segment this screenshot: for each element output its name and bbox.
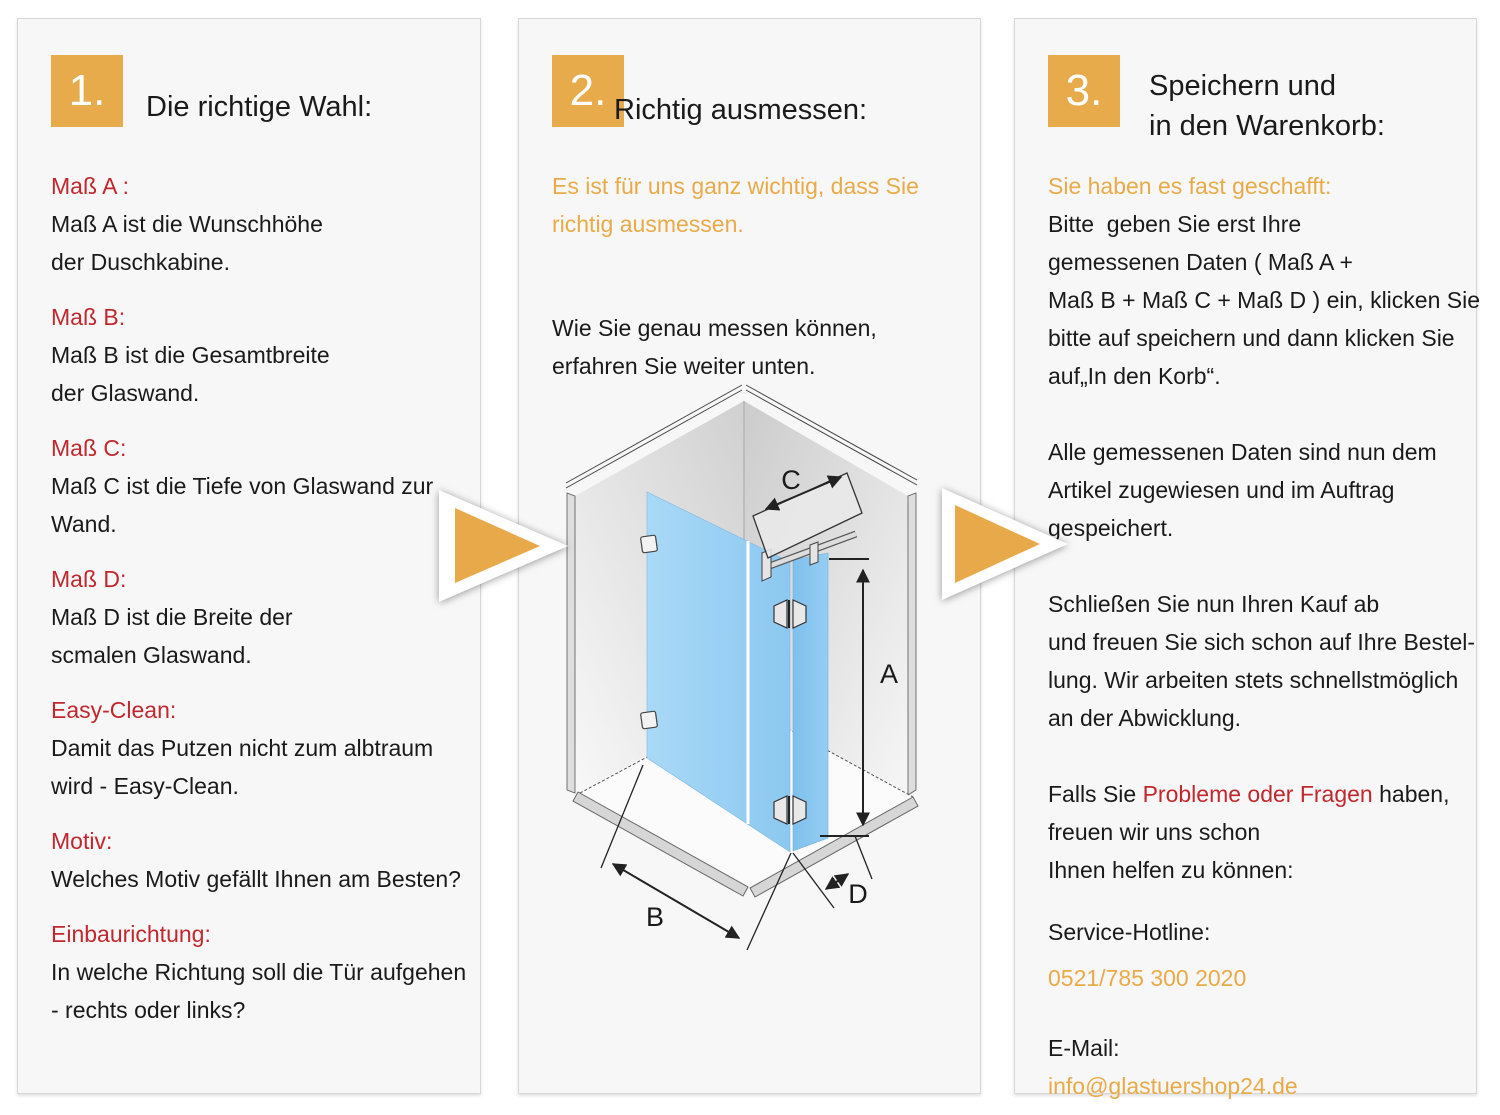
- body-line: Ihnen helfen zu können:: [1048, 857, 1294, 883]
- body-line: gemessenen Daten ( Maß A +: [1048, 249, 1353, 275]
- section-einbaurichtung: [51, 915, 469, 1029]
- text-span: haben,: [1372, 781, 1450, 807]
- section-line: Maß D ist die Breite der: [51, 604, 293, 630]
- corner-hinge-bottom: [774, 796, 806, 824]
- section-line: In welche Richtung soll die Tür aufgehen: [51, 959, 467, 985]
- step-2-content: [552, 167, 970, 385]
- section-heading: Einbaurichtung:: [51, 921, 211, 947]
- step-arrow-2: [928, 473, 1088, 618]
- section-mass-a: [51, 167, 469, 281]
- section-heading: Maß B:: [51, 304, 126, 330]
- body-line: und freuen Sie sich schon auf Ihre Bestel-: [1048, 629, 1476, 655]
- body-line: Alle gemessenen Daten sind nun dem: [1048, 439, 1437, 465]
- body-line: Artikel zugewiesen und im Auftrag: [1048, 477, 1395, 503]
- body-line: gespeichert.: [1048, 515, 1174, 541]
- body-line: Schließen Sie nun Ihren Kauf ab: [1048, 591, 1380, 617]
- body-line: Wie Sie genau messen können,: [552, 315, 877, 341]
- body-line: Bitte geben Sie erst Ihre: [1048, 211, 1302, 237]
- section-heading: Easy-Clean:: [51, 697, 177, 723]
- highlight-line: Es ist für uns ganz wichtig, dass Sie: [552, 173, 919, 199]
- para-checkout: [1048, 585, 1476, 737]
- hotline-number: 0521/785 300 2020: [1048, 965, 1247, 991]
- email-block: [1048, 1029, 1466, 1105]
- wall-clamp-top: [640, 535, 657, 553]
- text-span: Falls Sie: [1048, 781, 1143, 807]
- section-heading: Maß D:: [51, 566, 127, 592]
- section-motiv: [51, 822, 469, 898]
- section-heading: Maß A :: [51, 173, 129, 199]
- section-line: wird - Easy-Clean.: [51, 773, 239, 799]
- section-easy-clean: [51, 691, 469, 805]
- section-mass-d: [51, 560, 469, 674]
- para-help: [1048, 775, 1466, 889]
- section-line: Wand.: [51, 511, 117, 537]
- highlight-line: Sie haben es fast geschafft:: [1048, 173, 1332, 199]
- section-line: Maß B ist die Gesamtbreite: [51, 342, 330, 368]
- body-line: Maß B + Maß C + Maß D ) ein, klicken Sie: [1048, 287, 1481, 313]
- section-line: der Duschkabine.: [51, 249, 230, 275]
- problems-questions-text: Probleme oder Fragen: [1142, 781, 1373, 807]
- highlight-line: richtig ausmessen.: [552, 211, 744, 237]
- section-line: Damit das Putzen nicht zum albtraum: [51, 735, 434, 761]
- para-save: [1048, 167, 1481, 395]
- body-line: freuen wir uns schon: [1048, 819, 1261, 845]
- wall-clamp-bottom: [640, 711, 657, 729]
- step-2-title: Richtig ausmessen:: [614, 94, 868, 126]
- step-arrow-1: [425, 475, 585, 620]
- step-1-content: [51, 167, 469, 1046]
- body-line: an der Abwicklung.: [1048, 705, 1242, 731]
- dimension-label-d: D: [848, 879, 868, 909]
- body-line: auf„In den Korb“.: [1048, 363, 1221, 389]
- step-3-title-line: Speichern und: [1149, 70, 1337, 102]
- body-line: [1048, 775, 1466, 813]
- step-3-title: [1149, 66, 1385, 146]
- body-line: bitte auf speichern und dann klicken Sie: [1048, 325, 1455, 351]
- right-wall-edge: [908, 493, 916, 795]
- hotline-block: [1048, 913, 1466, 997]
- step-2-badge: 2.: [552, 55, 624, 127]
- dimension-label-c: C: [781, 465, 801, 495]
- section-line: scmalen Glaswand.: [51, 642, 252, 668]
- body-line: erfahren Sie weiter unten.: [552, 353, 816, 379]
- section-line: Welches Motiv gefällt Ihnen am Besten?: [51, 866, 461, 892]
- section-mass-b: [51, 298, 469, 412]
- dimension-label-b: B: [645, 902, 665, 932]
- shower-measurement-diagram: [540, 380, 960, 980]
- email-value: info@glastuershop24.de: [1048, 1073, 1298, 1099]
- panel-step-1: [17, 18, 481, 1094]
- email-label: E-Mail:: [1048, 1035, 1120, 1061]
- section-line: Maß A ist die Wunschhöhe: [51, 211, 323, 237]
- step-1-badge: 1.: [51, 55, 123, 127]
- corner-hinge-top: [774, 600, 806, 628]
- step-3-content: [1048, 167, 1481, 1105]
- section-line: - rechts oder links?: [51, 997, 246, 1023]
- step-3-title-line: in den Warenkorb:: [1149, 110, 1385, 142]
- para-saved-data: [1048, 433, 1466, 547]
- section-heading: Maß C:: [51, 435, 127, 461]
- step-1-title: Die richtige Wahl:: [146, 91, 373, 123]
- hotline-label: Service-Hotline:: [1048, 919, 1211, 945]
- section-line: der Glaswand.: [51, 380, 200, 406]
- section-line: Maß C ist die Tiefe von Glaswand zur: [51, 473, 434, 499]
- dimension-label-a: A: [879, 659, 899, 689]
- step-3-badge: 3.: [1048, 55, 1120, 127]
- section-mass-c: [51, 429, 469, 543]
- section-heading: Motiv:: [51, 828, 113, 854]
- body-line: lung. Wir arbeiten stets schnellstmöglich: [1048, 667, 1459, 693]
